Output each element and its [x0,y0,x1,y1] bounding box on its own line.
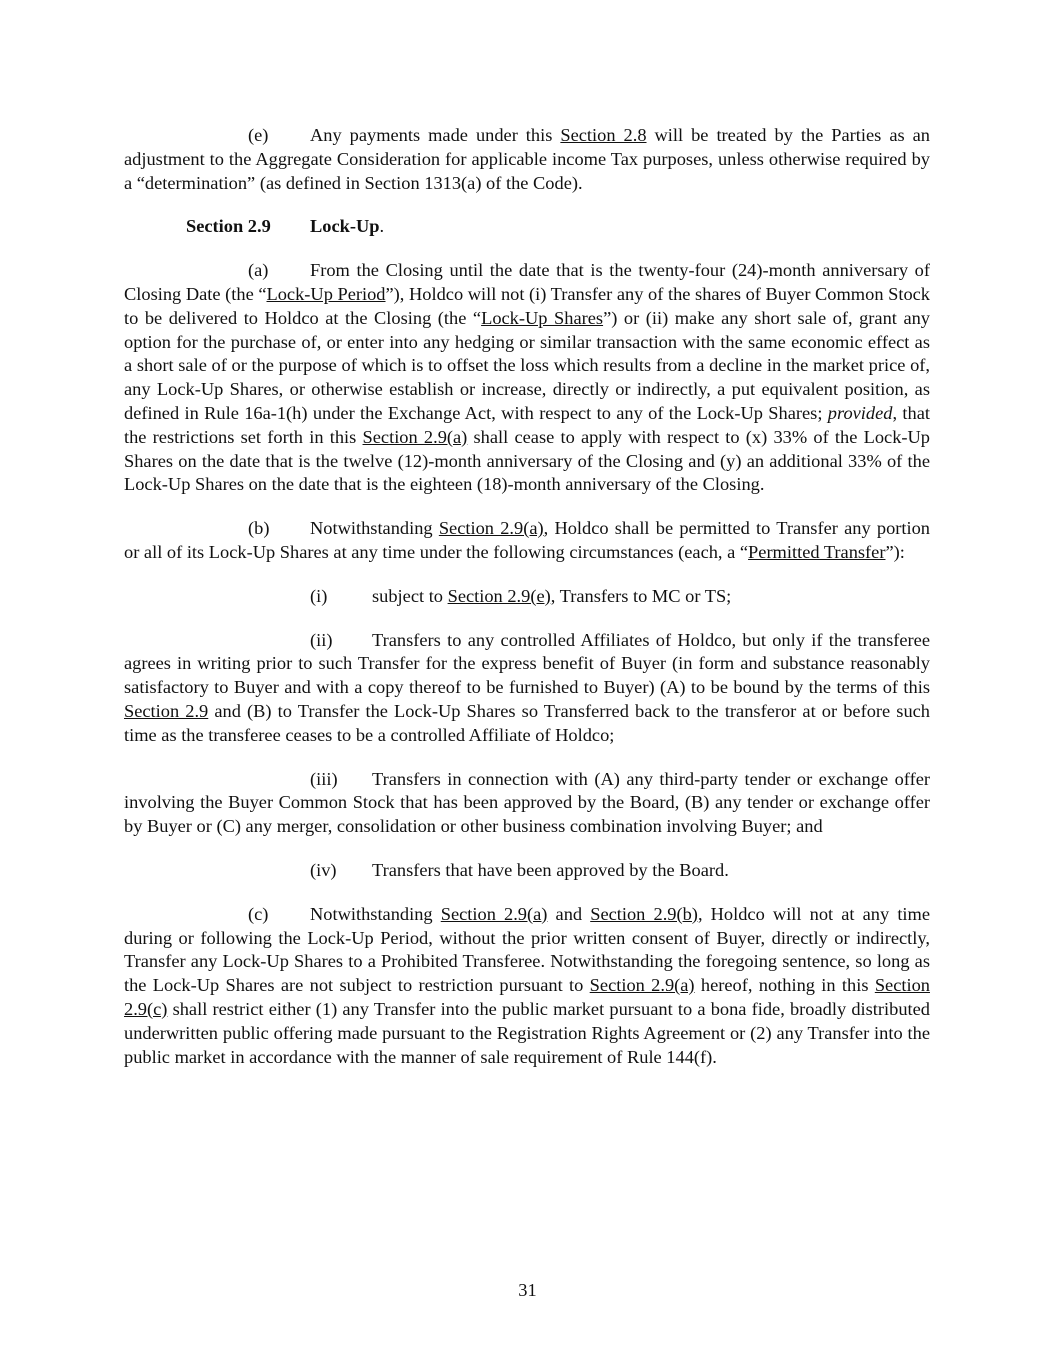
section-2-9a-link[interactable]: Section 2.9(a) [362,426,468,447]
section-2-9c-link[interactable]: Section 2.9(c) [124,975,930,1019]
section-2-9-link[interactable]: Section 2.9 [124,700,209,721]
paragraph-b-label: (b) [248,518,270,539]
section-2-9b-link[interactable]: Section 2.9(b) [590,903,698,924]
paragraph-e-label: (e) [248,125,269,145]
paragraph-a-label: (a) [248,260,269,281]
paragraph-c: (c) Notwithstanding Section 2.9(a) and Section 2.9(b), Holdco will not at any time during or following the Lock-Up Period, without the prior written consent of Buyer, directly or indirectly, Transfer any Lock-Up Shares to a Prohibited Transferee. Notwithstanding the foregoing sentence, so long as the Lock-Up Shares are not subject to restriction pursuant to Section 2.9(a) hereof, nothing in this Section 2.9(c) shall restrict either (1) any Transfer into the public market pursuant to a bona fide, broadly distributed underwritten public offering made pursuant to the Registration Rights Agreement or (2) any Transfer into the public market in accordance with the manner of sale requirement of Rule 144(f). [124,903,931,1067]
item-iii-label: (iii) [310,768,338,789]
paragraph-e: (e) Any payments made under this Section 2.8 will be treated by the Parties as an adjustment to the Aggregate Consideration for applicable income Tax purposes, unless otherwise required by a “determination” (as defined in Section 1313(a) of the Code). [124,125,930,193]
section-2-9a-link[interactable]: Section 2.9(a) [438,518,544,539]
section-2-9a-link[interactable]: Section 2.9(a) [440,903,548,924]
section-number: Section 2.9 [186,216,271,237]
paragraph-a: (a) From the Closing until the date that is the twenty-four (24)-month anniversary of Closing Date (the “Lock-Up Period”), Holdco will not (i) Transfer any of the shares of Buyer Common Stock to be delivered to Holdco at the Closing (the “Lock-Up Shares”) or (ii) make any short sale of, grant any option for the purchase of, or enter into any hedging or similar transaction with the same economic effect as a short sale of or the purpose of which is to offset the loss which results from a decline in the market price of, any Lock-Up Shares, or otherwise establish or increase, directly or indirectly, a put equivalent position, as defined in Rule 16a-1(h) under the Exchange Act, with respect to any of the Lock-Up Shares; provided, that the restrictions set forth in this Section 2.9(a) shall cease to apply with respect to (x) 33% of the Lock-Up Shares on the date that is the twelve (12)-month anniversary of the Closing and (y) an additional 33% of the Lock-Up Shares on the date that is the eighteen (18)-month anniversary of the Closing. [124,260,930,495]
document-page [124,124,930,1069]
paragraph-c-label: (c) [248,903,269,924]
section-title: Lock-Up [310,216,380,237]
section-2-9a-link[interactable]: Section 2.9(a) [589,975,695,996]
item-iii: (iii) Transfers in connection with (A) any third-party tender or exchange offer involving the Buyer Common Stock that has been approved by the Board, (B) any tender or exchange offer by Buyer or (C) any merger, consolidation or other business combination involving Buyer; and [124,768,930,837]
item-iv-label: (iv) [310,859,337,880]
section-heading: Section 2.9 Lock-Up. [186,215,930,239]
page-number: 31 [518,1280,537,1300]
section-2-9e-link[interactable]: Section 2.9(e) [447,585,551,606]
provided-italic: provided [827,402,893,423]
paragraph-b: (b) Notwithstanding Section 2.9(a), Holdco shall be permitted to Transfer any portion or all of its Lock-Up Shares at any time under the following circumstances (each, a “Permitted Transfer”): [124,518,930,562]
item-ii: (ii) Transfers to any controlled Affiliates of Holdco, but only if the transferee agrees in writing prior to such Transfer for the express benefit of Buyer (in form and substance reasonably satisfactory to Buyer and with a copy thereof to be furnished to Buyer) (A) to be bound by the terms of this Section 2.9 and (B) to Transfer the Lock-Up Shares so Transferred back to the transferor at or before such time as the transferee ceases to be a controlled Affiliate of Holdco; [124,629,930,745]
item-i-label: (i) [310,585,328,606]
section-2-8-link[interactable]: Section 2.8 [560,125,647,145]
defined-term-lock-up-period: Lock-Up Period [266,283,386,304]
item-ii-label: (ii) [310,629,333,650]
defined-term-lock-up-shares: Lock-Up Shares [481,307,604,328]
defined-term-permitted-transfer: Permitted Transfer [748,541,886,562]
item-iv: (iv) Transfers that have been approved by the Board. [124,859,930,883]
item-i: (i) subject to Section 2.9(e), Transfers to MC or TS; [124,585,930,609]
